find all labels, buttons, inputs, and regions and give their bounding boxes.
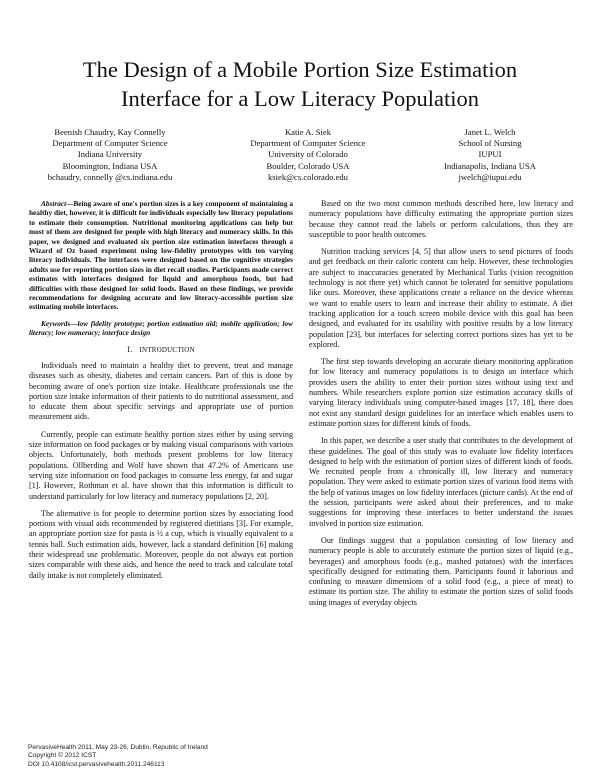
author-dept: School of Nursing (458, 138, 522, 149)
right-column (309, 199, 573, 615)
body-paragraph: Nutrition tracking services [4, 5] that allow users to send pictures of foods and get feedback on their caloric content can help. However, these technologies are subject to inaccuracies generated by Mechanical Turks (vision recognition technology is not there yet) which cannot be tolerated for sensitive populations like ours. Moreover, these applications create a reliance on the device whereas we want to enable users to learn and increase their ability to estimate. A diet tracking application for a touch screen mobile device with this goal has been designed, and evaluated for its usability with positive results by a low literacy population [23], but interfaces for selecting correct portions sizes has yet to be explored. (309, 247, 573, 349)
footer-conference: PervasiveHealth 2011, May 23-26, Dublin, Republic of Ireland (28, 744, 208, 751)
author-org: IUPUI (478, 149, 502, 160)
footer-copyright: Copyright © 2012 ICST (28, 752, 97, 760)
author-email: jwelch@iupui.edu (458, 171, 522, 182)
section-title: INTRODUCTION (139, 345, 195, 354)
body-paragraph: Individuals need to maintain a healthy diet to prevent, treat and manage diseases such as obesity, diabetes and certain cancers. Part of this is done by becoming aware of one's portion size intake. Healthcare professionals use the portion size intake information of their patients to do nutritional assessment, and to educate them about specific servings and appropriate use of portion measurement aids. (29, 360, 293, 422)
abstract (29, 199, 293, 312)
author-name: Katie A. Siek (284, 127, 332, 137)
body-paragraph: Based on the two most common methods described here, low literacy and numeracy populations have difficulty estimating the appropriate portion sizes because they cannot read the labels or perform calculations, thus they are susceptible to poor health outcomes. (309, 199, 573, 239)
abstract-text: —Being aware of one's portion sizes is a key component of maintaining a healthy diet, however, it is difficult for individuals especially low literacy populations to estimate their consumption. Nutritional monitoring applications can help but most of them are designed for people with high literacy and numeracy skills. In this paper, we designed and evaluated six portion size estimation interfaces through a Wizard of Oz based experiment using low-fidelity prototypes with ten varying literacy individuals. The interfaces were designed based on the cognitive strategies adults use for reporting portion sizes in diet recall studies. Participants made correct estimates with interfaces designed for liquid and amorphous foods, but had difficulties with those designed for solid foods. Based on these findings, we provide recommendations for designing accurate and low literacy-accessible portion size estimating mobile interfaces. (29, 199, 293, 312)
author-city: Bloomington, Indiana USA (62, 160, 158, 171)
author-dept: Department of Computer Science (52, 138, 168, 149)
body-paragraph: The first step towards developing an accurate dietary monitoring application for low literacy and numeracy populations is to design an interface which provides users the ability to enter their portion sizes without using text and numbers. While researchers explore portion size estimation accuracy skills of varying literacy individuals using computer-based images [17, 18], there does not exist any standard design guidelines for an interface which enables users to estimate portion sizes for different kinds of foods. (309, 357, 573, 428)
author-email: bchaudry, connelly @cs.indiana.edu (47, 171, 173, 182)
author-city: Boulder, Colorado USA (266, 160, 350, 171)
section-heading (29, 345, 293, 355)
author-org: Indiana University (77, 149, 143, 160)
section-number: I. (127, 344, 133, 354)
title-line-2: Interface for a Low Literacy Population (121, 86, 479, 111)
body-paragraph: The alternative is for people to determine portion sizes by associating food portions with visual aids recommended by registered dietitians [3]. For example, an appropriate portion size for pasta is ½ a cup, which is visually equivalent to a tennis ball. Such estimation aids, however, lack a standard definition [6] making their widespread use problematic. Moreover, people do not always eat portion sizes comparable with these aids, and hence the need to track and calculate total daily intake is not completely eliminated. (29, 508, 293, 580)
author-dept: Department of Computer Science (250, 138, 366, 149)
author-block-3 (400, 127, 580, 183)
body-paragraph: Our findings suggest that a population consisting of low literacy and numeracy people is able to accurately estimate the portion sizes of liquid (e.g., beverages) and amorphous foods (e.g., mashed potatoes) with the interfaces specifically designed for estimating them. Participants found it laborious and confusing to measure dimensions of a solid food (e.g., a piece of meat) to estimate its portion size. The ability to estimate the portion sizes of solid foods using images of everyday objects (309, 535, 573, 607)
copyright-footer (28, 744, 208, 769)
author-block-2 (218, 127, 398, 183)
author-city: Indianapolis, Indiana USA (444, 160, 536, 171)
footer-doi: DOI 10.4108/icst.pervasivehealth.2011.246113 (28, 760, 165, 768)
abstract-lead: Abstract (41, 199, 67, 208)
title-line-1: The Design of a Mobile Portion Size Estimation (82, 57, 518, 82)
left-column (29, 199, 293, 588)
author-email: ksiek@cs.colorado.edu (268, 171, 348, 182)
author-block-1 (20, 127, 200, 183)
keywords: Keywords—low fidelity prototype; portion estimation aid; mobile application; low literacy; low numeracy; interface design (29, 318, 293, 338)
author-name: Janet L. Welch (464, 127, 516, 137)
body-paragraph: In this paper, we describe a user study that contributes to the development of these guidelines. The goal of this study was to evaluate low fidelity interfaces designed to help with the estimation of portion sizes of different kinds of foods. We recruited people from a chronically ill, low literacy and numeracy population. They were asked to estimate portion sizes of various food items with the help of various images on low fidelity interfaces (picture cards). At the end of the session, participants were asked about their preferences, and to make suggestions for improving these interfaces to better understand the issues involved in portion size estimation. (309, 436, 573, 528)
body-paragraph: Currently, people can estimate healthy portion sizes either by using serving size information on food packages or by making visual comparisons with various objects. Unfortunately, both methods present problems for low literacy populations. Ollberding and Wolf have shown that 47.2% of Americans use serving size information on food packages to consume less energy, fat and sugar [1]. However, Rothman et al. have shown that this information is difficult to understand particularly for low literacy and numeracy populations [2, 20]. (29, 429, 293, 501)
author-org: University of Colorado (268, 149, 348, 160)
paper-title (40, 55, 560, 113)
author-name: Beenish Chaudry, Kay Connelly (54, 127, 166, 137)
